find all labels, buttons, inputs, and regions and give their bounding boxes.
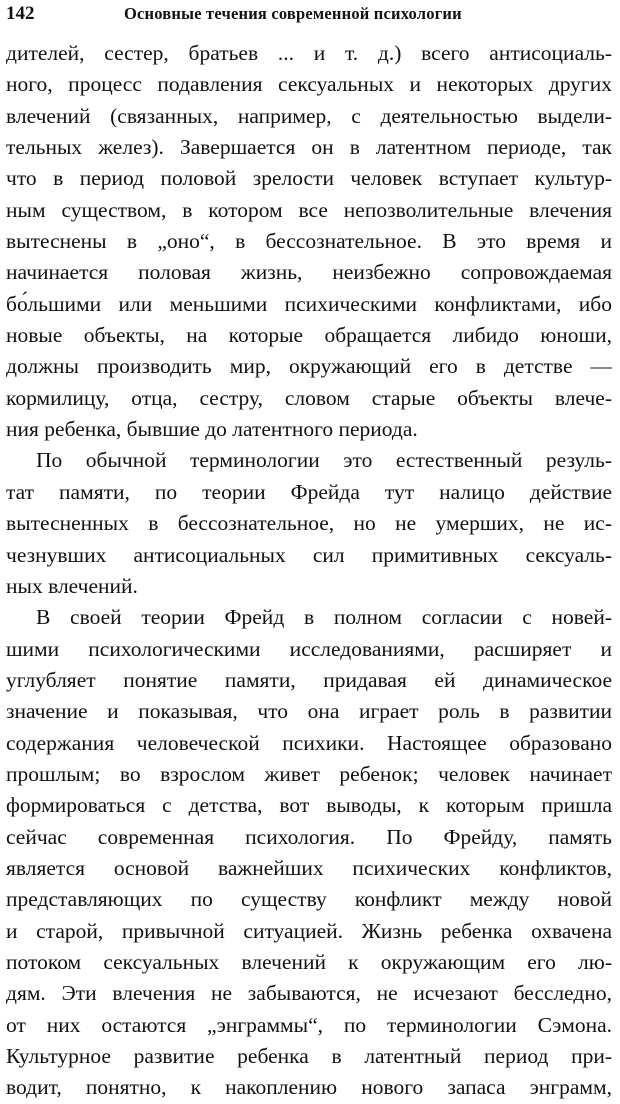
text-line: потоком сексуальных влечений к окружающим его лю- <box>6 949 612 974</box>
text-line: углубляет понятие памяти, придавая ей динамическое <box>6 667 612 692</box>
paragraph-end-line: ных влечений. <box>6 573 138 598</box>
page-number: 142 <box>6 3 35 24</box>
text-line: шими психологическими исследованиями, расширяет и <box>6 636 612 661</box>
text-line: значение и показывая, что она играет роль в развитии <box>6 699 612 724</box>
text-line: сейчас современная психология. По Фрейду, память <box>6 824 612 849</box>
text-line: вытеснены в „оно“, в бессознательное. В это время и <box>6 229 612 254</box>
text-line: что в период половой зрелости человек вступает культур- <box>6 166 612 191</box>
text-line: тат памяти, по теории Фрейда тут налицо действие <box>6 479 612 504</box>
text-line: представляющих по существу конфликт между новой <box>6 887 612 912</box>
body-text <box>6 38 612 1104</box>
text-line: и старой, привычной ситуацией. Жизнь ребенка охвачена <box>6 918 612 943</box>
text-line: тельных желез). Завершается он в латентном периоде, так <box>6 135 612 160</box>
text-line: чезнувших антисоциальных сил примитивных сексуаль- <box>6 542 612 567</box>
paragraph-start-line: В своей теории Фрейд в полном согласии с новей- <box>36 605 612 630</box>
text-line: водит, понятно, к накоплению нового запаса энграмм, <box>6 1075 612 1100</box>
text-line: прошлым; во взрослом живет ребенок; человек начинает <box>6 761 612 786</box>
text-line: формироваться с детства, вот выводы, к которым пришла <box>6 793 612 818</box>
text-line: кормилицу, отца, сестру, словом старые объекты влече- <box>6 385 612 410</box>
paragraph-start-line: По обычной терминологии это естественный резуль- <box>36 448 612 473</box>
text-line: ного, процесс подавления сексуальных и некоторых других <box>6 72 612 97</box>
text-line: содержания человеческой психики. Настоящее образовано <box>6 730 612 755</box>
text-line: дям. Эти влечения не забываются, не исчезают бесследно, <box>6 981 612 1006</box>
text-line: вытесненных в бессознательное, но не умерших, не ис- <box>6 511 612 536</box>
text-line: от них остаются „энграммы“, по терминологии Сэмона. <box>6 1012 612 1037</box>
paragraph-end-line: ния ребенка, бывшие до латентного периода. <box>6 417 418 442</box>
text-line: новые объекты, на которые обращается либидо юноши, <box>6 323 612 348</box>
text-line: является основой важнейших психических конфликтов, <box>6 855 612 880</box>
text-line: должны производить мир, окружающий его в детстве — <box>6 354 612 379</box>
text-line: начинается половая жизнь, неизбежно сопровождаемая <box>6 260 612 285</box>
text-line: влечений (связанных, например, с деятельностью выдели- <box>6 103 612 128</box>
running-title: Основные течения современной психологии <box>124 4 462 23</box>
text-line: ным существом, в котором все непозволительные влечения <box>6 197 612 222</box>
text-line: Культурное развитие ребенка в латентный период при- <box>6 1044 612 1068</box>
text-line: дителей, сестер, братьев ... и т. д.) всего антисоциаль- <box>6 41 612 65</box>
page-header <box>6 0 610 26</box>
text-line: бо́льшими или меньшими психическими конфликтами, ибо <box>6 291 612 316</box>
